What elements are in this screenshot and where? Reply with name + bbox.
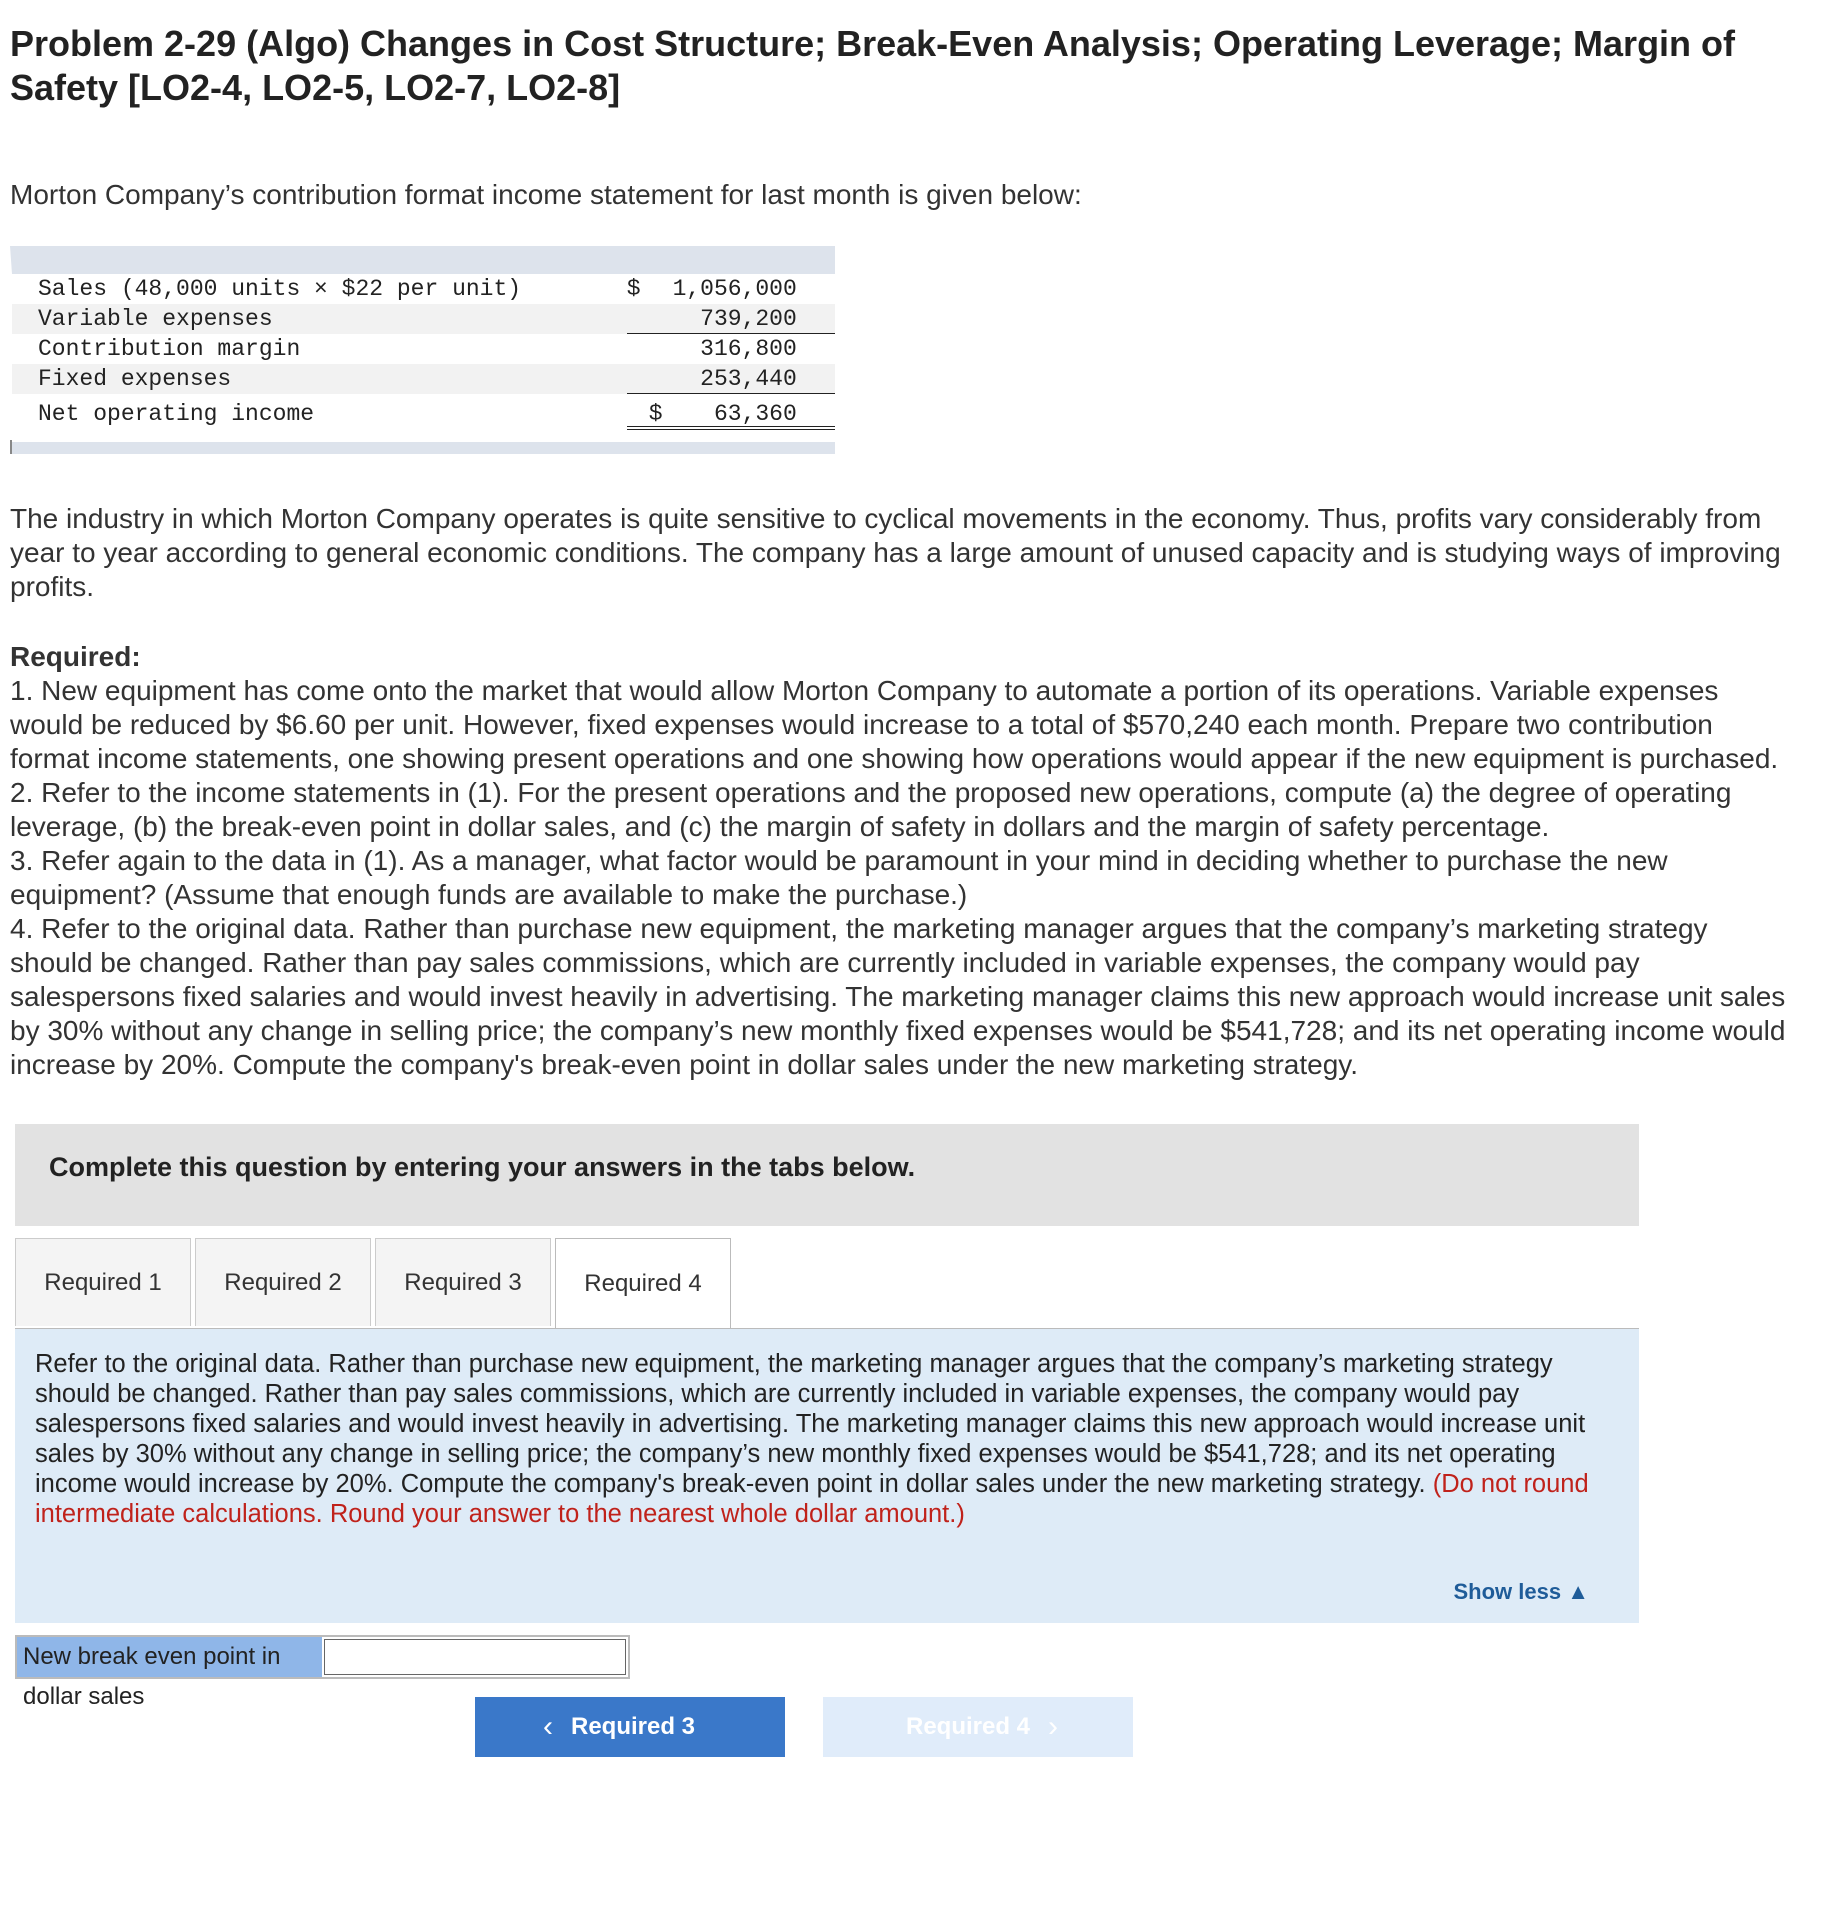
required-tabs — [15, 1238, 1639, 1329]
show-less-link[interactable] — [1454, 1579, 1590, 1605]
chevron-left-icon: ‹ — [542, 1710, 553, 1743]
required-heading: Required: — [10, 641, 141, 672]
requirement-1: 1. New equipment has come onto the market that would allow Morton Company to automate a portion of its operations. Variable expenses would be reduced by $6.60 per unit. However, fixed expenses would increase to a total of $570,240 each month. Prepare two contribution format income statements, one showing present operations and one showing how operations would appear if the new equipment is purchased. — [10, 675, 1779, 774]
row-amount: 1,056,000 — [672, 276, 797, 302]
answer-label: New break even point in dollar sales — [17, 1637, 322, 1677]
row-amount: 63,360 — [713, 401, 797, 427]
statement-row-sales — [12, 274, 835, 304]
row-label: Net operating income — [38, 401, 315, 427]
instruction-banner-text: Complete this question by entering your answers in the tabs below. — [49, 1152, 916, 1182]
row-label: Variable expenses — [38, 306, 273, 332]
instruction-banner — [15, 1124, 1639, 1226]
requirement-3: 3. Refer again to the data in (1). As a manager, what factor would be paramount in your mind in deciding whether to purchase the new equipment? (Assume that enough funds are available to make the purchase.) — [10, 845, 1668, 910]
show-less-label: Show less — [1453, 1579, 1562, 1604]
requirements-list — [10, 674, 1790, 1082]
statement-row-fixed — [12, 364, 835, 394]
tab-required-1[interactable]: Required 1 — [15, 1238, 191, 1326]
currency-symbol — [627, 334, 657, 364]
row-label: Sales (48,000 units × $22 per unit) — [38, 276, 522, 302]
row-amount: 316,800 — [700, 336, 797, 362]
statement-row-variable — [12, 304, 835, 334]
tab-navigation — [10, 1697, 1810, 1761]
currency-symbol — [627, 304, 657, 333]
chevron-right-icon: › — [1048, 1710, 1059, 1743]
tab-required-4[interactable]: Required 4 — [555, 1238, 731, 1328]
requirement-4: 4. Refer to the original data. Rather than purchase new equipment, the marketing manager argues that the company’s marketing strategy should be changed. Rather than pay sales commissions, which are currently included in variable expenses, the company would pay salespersons fixed salaries and would invest heavily in advertising. The marketing manager claims this new approach would increase unit sales by 30% without any change in selling price; the company’s new monthly fixed expenses would be $541,728; and its net operating income would increase by 20%. Compute the company's break-even point in dollar sales under the new marketing strategy. — [10, 913, 1786, 1080]
row-label: Fixed expenses — [38, 366, 232, 392]
tab-required-2[interactable]: Required 2 — [195, 1238, 371, 1326]
row-amount: 739,200 — [700, 306, 797, 332]
currency-symbol: $ — [648, 401, 663, 427]
panel-question-text: Refer to the original data. Rather than purchase new equipment, the marketing manager argues that the company’s marketing strategy should be changed. Rather than pay sales commissions, which are currently included in variable expenses, the company would pay salespersons fixed salaries and would invest heavily in advertising. The marketing manager claims this new approach would increase unit sales by 30% without any change in selling price; the company’s new monthly fixed expenses would be $541,728; and its net operating income would increase by 20%. Compute the company's break-even point in dollar sales under the new marketing strategy. — [35, 1350, 1586, 1498]
answer-row — [15, 1635, 630, 1710]
page-title: Problem 2-29 (Algo) Changes in Cost Structure; Break-Even Analysis; Operating Leverage; Margin of Safety [LO2-4, LO2-5, LO2-7, LO2-8] — [10, 23, 1736, 108]
prev-button-label: Required 3 — [570, 1713, 696, 1740]
income-statement — [10, 246, 835, 454]
prev-required-button[interactable] — [475, 1697, 785, 1757]
statement-edge — [10, 440, 12, 454]
industry-text: The industry in which Morton Company operates is quite sensitive to cyclical movements in the economy. Thus, profits vary considerably from year to year according to general economic conditions. The company has a large amount of unused capacity and is studying ways of improving profits. — [10, 503, 1781, 602]
next-required-button[interactable] — [823, 1697, 1133, 1757]
row-amount: 253,440 — [700, 366, 797, 392]
tab-required-3[interactable]: Required 3 — [375, 1238, 551, 1326]
intro-text: Morton Company’s contribution format income statement for last month is given below: — [10, 179, 1082, 210]
requirement-2: 2. Refer to the income statements in (1). For the present operations and the proposed new operations, compute (a) the degree of operating leverage, (b) the break-even point in dollar sales, and (c) the margin of safety in dollars and the margin of safety percentage. — [10, 777, 1732, 842]
break-even-input[interactable] — [324, 1639, 626, 1675]
currency-symbol: $ — [626, 276, 641, 302]
next-button-label: Required 4 — [905, 1713, 1031, 1740]
panel-question — [35, 1349, 1625, 1529]
row-label: Contribution margin — [38, 336, 301, 362]
triangle-up-icon: ▲ — [1567, 1579, 1589, 1604]
question-panel — [15, 1329, 1639, 1623]
currency-symbol — [627, 364, 657, 393]
panel-instruction: (Do not round intermediate calculations. Round your answer to the nearest whole dollar amount.) — [35, 1470, 1589, 1528]
statement-row-noi — [12, 394, 835, 430]
statement-row-contribution — [12, 334, 835, 364]
